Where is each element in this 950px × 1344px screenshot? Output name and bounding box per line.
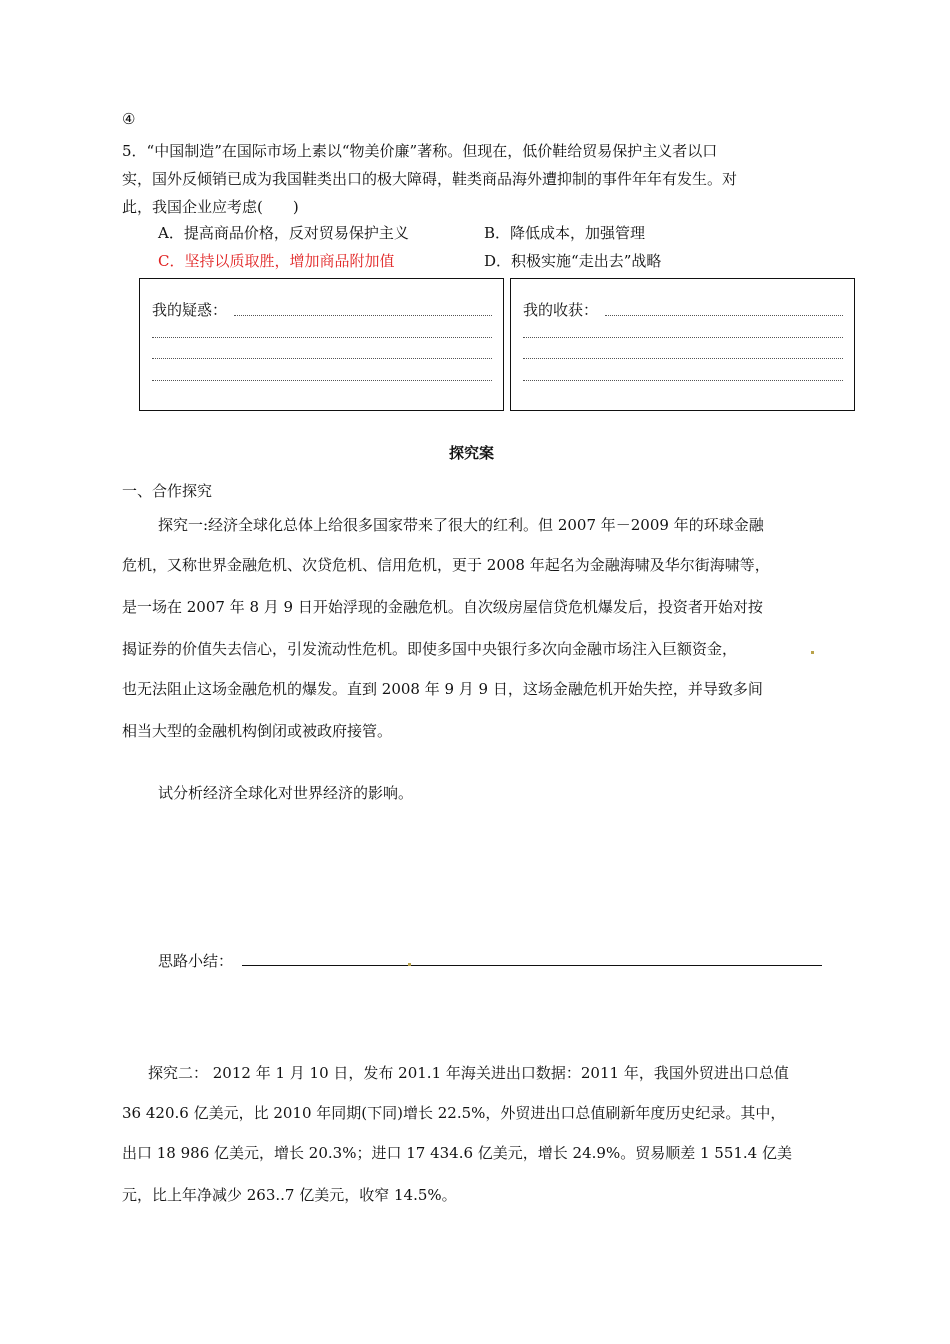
inquiry1-line-4: 揭证券的价值失去信心，引发流动性危机。即使多国中央银行多次向金融市场注入巨额资金， (122, 640, 738, 658)
section-title: 探究案 (449, 444, 495, 462)
option-b: B．降低成本，加强管理 (484, 224, 646, 242)
inquiry2-line-4: 元，比上年净减少 263..7 亿美元，收窄 14.5%。 (122, 1186, 457, 1204)
inquiry2-line-3: 出口 18 986 亿美元，增长 20.3%；进口 17 434.6 亿美元，增长 24.9%。贸易顺差 1 551.4 亿美 (122, 1144, 792, 1162)
doubt-box (139, 278, 504, 411)
gain-line (523, 337, 843, 338)
doubt-line (234, 315, 492, 316)
gain-label: 我的收获： (523, 301, 599, 319)
summary-label: 思路小结： (158, 952, 234, 970)
inquiry1-line-6: 相当大型的金融机构倒闭或被政府接管。 (122, 722, 393, 740)
section-heading: 一、合作探究 (122, 482, 213, 500)
doubt-line (152, 358, 492, 359)
question-5-line-2: 实，国外反倾销已成为我国鞋类出口的极大障碍，鞋类商品海外遭抑制的事件年年有发生。对 (122, 170, 738, 188)
inquiry1-line-3: 是一场在 2007 年 8 月 9 日开始浮现的金融危机。自次级房屋信贷危机爆发后，投资者开始对按 (122, 598, 763, 616)
option-a: A．提高商品价格，反对贸易保护主义 (158, 224, 409, 242)
gain-box (510, 278, 855, 411)
doubt-line (152, 337, 492, 338)
circle-number-four: ④ (122, 110, 136, 128)
gain-line (523, 380, 843, 381)
doubt-label: 我的疑惑： (152, 301, 228, 319)
stray-mark (408, 963, 411, 966)
inquiry1-line-1: 探究一:经济全球化总体上给很多国家带来了很大的红利。但 2007 年－2009 年的环球金融 (158, 516, 764, 534)
stray-mark (811, 651, 814, 654)
inquiry2-line-2: 36 420.6 亿美元，比 2010 年同期(下同)增长 22.5%，外贸进出口总值刷新年度历史纪录。其中， (122, 1104, 786, 1122)
option-c-answer: C．坚持以质取胜，增加商品附加值 (158, 252, 395, 270)
doubt-line (152, 380, 492, 381)
summary-underline (242, 965, 822, 966)
question-5-line-1: 5．“中国制造”在国际市场上素以“物美价廉”著称。但现在，低价鞋给贸易保护主义者以口 (122, 142, 718, 160)
gain-line (523, 358, 843, 359)
inquiry1-question: 试分析经济全球化对世界经济的影响。 (158, 784, 414, 802)
inquiry2-line-1: 探究二： 2012 年 1 月 10 日，发布 201.1 年海关进出口数据：2011 年，我国外贸进出口总值 (148, 1064, 789, 1082)
question-5-line-3: 此，我国企业应考虑( ) (122, 198, 299, 216)
option-d: D．积极实施“走出去”战略 (484, 252, 662, 270)
gain-line (605, 315, 843, 316)
inquiry1-line-2: 危机，又称世界金融危机、次贷危机、信用危机，更于 2008 年起名为金融海啸及华尔街海啸等， (122, 556, 770, 574)
inquiry1-line-5: 也无法阻止这场金融危机的爆发。直到 2008 年 9 月 9 日，这场金融危机开始失控，并导致多间 (122, 680, 763, 698)
